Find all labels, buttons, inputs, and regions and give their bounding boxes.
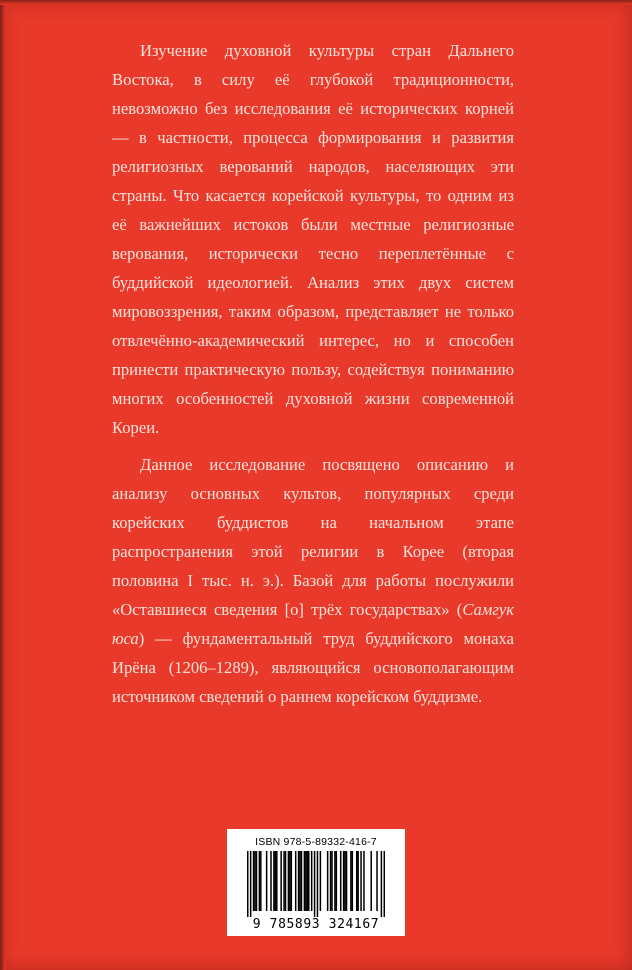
barcode-bar-27 bbox=[314, 851, 316, 917]
blurb-paragraph-2-part-2: ) — фундаментальный труд буддийского монаха Ирёна (1206–1289), являющийся основополагающим источником сведений о раннем корейском буддизме. bbox=[112, 629, 514, 706]
barcode-bar-28 bbox=[317, 851, 319, 917]
blurb-paragraph-2-italic-title: Самгук юса bbox=[112, 600, 514, 648]
barcode-bar-45 bbox=[370, 851, 372, 911]
barcode-bar-44 bbox=[363, 851, 365, 911]
blurb-text bbox=[112, 36, 514, 719]
blurb-paragraph-2 bbox=[112, 450, 514, 711]
barcode-bar-39 bbox=[350, 851, 352, 911]
barcode-bar-37 bbox=[344, 851, 346, 911]
barcode-bar-8 bbox=[270, 851, 272, 911]
barcode-bar-11 bbox=[276, 851, 278, 911]
barcode-bar-46 bbox=[376, 851, 378, 911]
barcode-bar-13 bbox=[283, 851, 285, 911]
barcode-bar-4 bbox=[256, 851, 258, 911]
cover-top-edge bbox=[0, 0, 632, 5]
barcode-bar-26 bbox=[311, 851, 313, 911]
barcode-bar-20 bbox=[299, 851, 301, 911]
barcode-bar-41 bbox=[356, 851, 358, 911]
barcode-bar-5 bbox=[259, 851, 261, 911]
blurb-paragraph-1 bbox=[112, 36, 514, 442]
isbn-label: ISBN 978-5-89332-416-7 bbox=[255, 836, 377, 848]
barcode-bar-15 bbox=[288, 851, 290, 911]
barcode-bar-33 bbox=[334, 851, 336, 911]
barcode-bar-23 bbox=[305, 851, 307, 911]
barcode-bar-38 bbox=[346, 851, 348, 911]
blurb-paragraph-2-part-1: Данное исследование посвящено описанию и анализу основных культов, популярных среди корейских буддистов на начальном этапе распространения этой религии в Корее (вторая половина I тыс. н. э.). Базой для работы послужили «Оставшиеся сведения [о] трёх государствах» ( bbox=[112, 455, 514, 619]
barcode-bar-18 bbox=[295, 851, 297, 911]
barcode-bar-42 bbox=[357, 851, 359, 911]
cover-spine-edge bbox=[0, 0, 6, 970]
barcode-bar-24 bbox=[307, 851, 309, 911]
barcode-bar-31 bbox=[330, 851, 332, 911]
barcode-bar-2 bbox=[253, 851, 255, 911]
barcode-bar-25 bbox=[308, 851, 310, 911]
barcode-bar-16 bbox=[289, 851, 291, 911]
barcode-bar-35 bbox=[340, 851, 342, 911]
barcode-image bbox=[247, 851, 385, 917]
barcode-bar-10 bbox=[275, 851, 277, 911]
barcode-bar-19 bbox=[298, 851, 300, 911]
barcode-box bbox=[227, 829, 405, 936]
barcode-bar-1 bbox=[250, 851, 252, 917]
barcode-bar-12 bbox=[280, 851, 282, 911]
barcode-bar-7 bbox=[266, 851, 268, 911]
barcode-bar-14 bbox=[285, 851, 287, 911]
barcode-bar-0 bbox=[247, 851, 249, 917]
barcode-bar-9 bbox=[273, 851, 275, 911]
barcode-bar-17 bbox=[291, 851, 293, 911]
barcode-bar-47 bbox=[381, 851, 383, 917]
barcode-bar-3 bbox=[254, 851, 256, 911]
barcode-bar-40 bbox=[352, 851, 354, 911]
barcode-bar-21 bbox=[301, 851, 303, 911]
barcode-bar-34 bbox=[336, 851, 338, 911]
barcode-bar-22 bbox=[304, 851, 306, 911]
barcode-bar-32 bbox=[331, 851, 333, 911]
barcode-bar-43 bbox=[360, 851, 362, 911]
barcode-bar-48 bbox=[384, 851, 385, 917]
barcode-bar-30 bbox=[327, 851, 329, 911]
barcode-digits: 9 785893 324167 bbox=[252, 917, 380, 932]
blurb-paragraph-1-text: Изучение духовной культуры стран Дальнего Востока, в силу её глубокой традиционности, невозможно без исследования её исторических корней — в частности, процесса формирования и развития религиозных верований народов, населяющих эти страны. Что касается корейской культуры, то одним из её важнейших истоков были местные религиозные верования, исторически тесно переплетённые с буддийской идеологией. Анализ этих двух систем мировоззрения, таким образом, представляет не только отвлечённо-академический интерес, но и способен принести практическую пользу, содействуя пониманию многих особенностей духовной жизни современной Кореи. bbox=[112, 41, 514, 437]
barcode-bar-36 bbox=[343, 851, 345, 911]
barcode-bar-6 bbox=[260, 851, 262, 911]
barcode-bar-29 bbox=[320, 851, 322, 911]
